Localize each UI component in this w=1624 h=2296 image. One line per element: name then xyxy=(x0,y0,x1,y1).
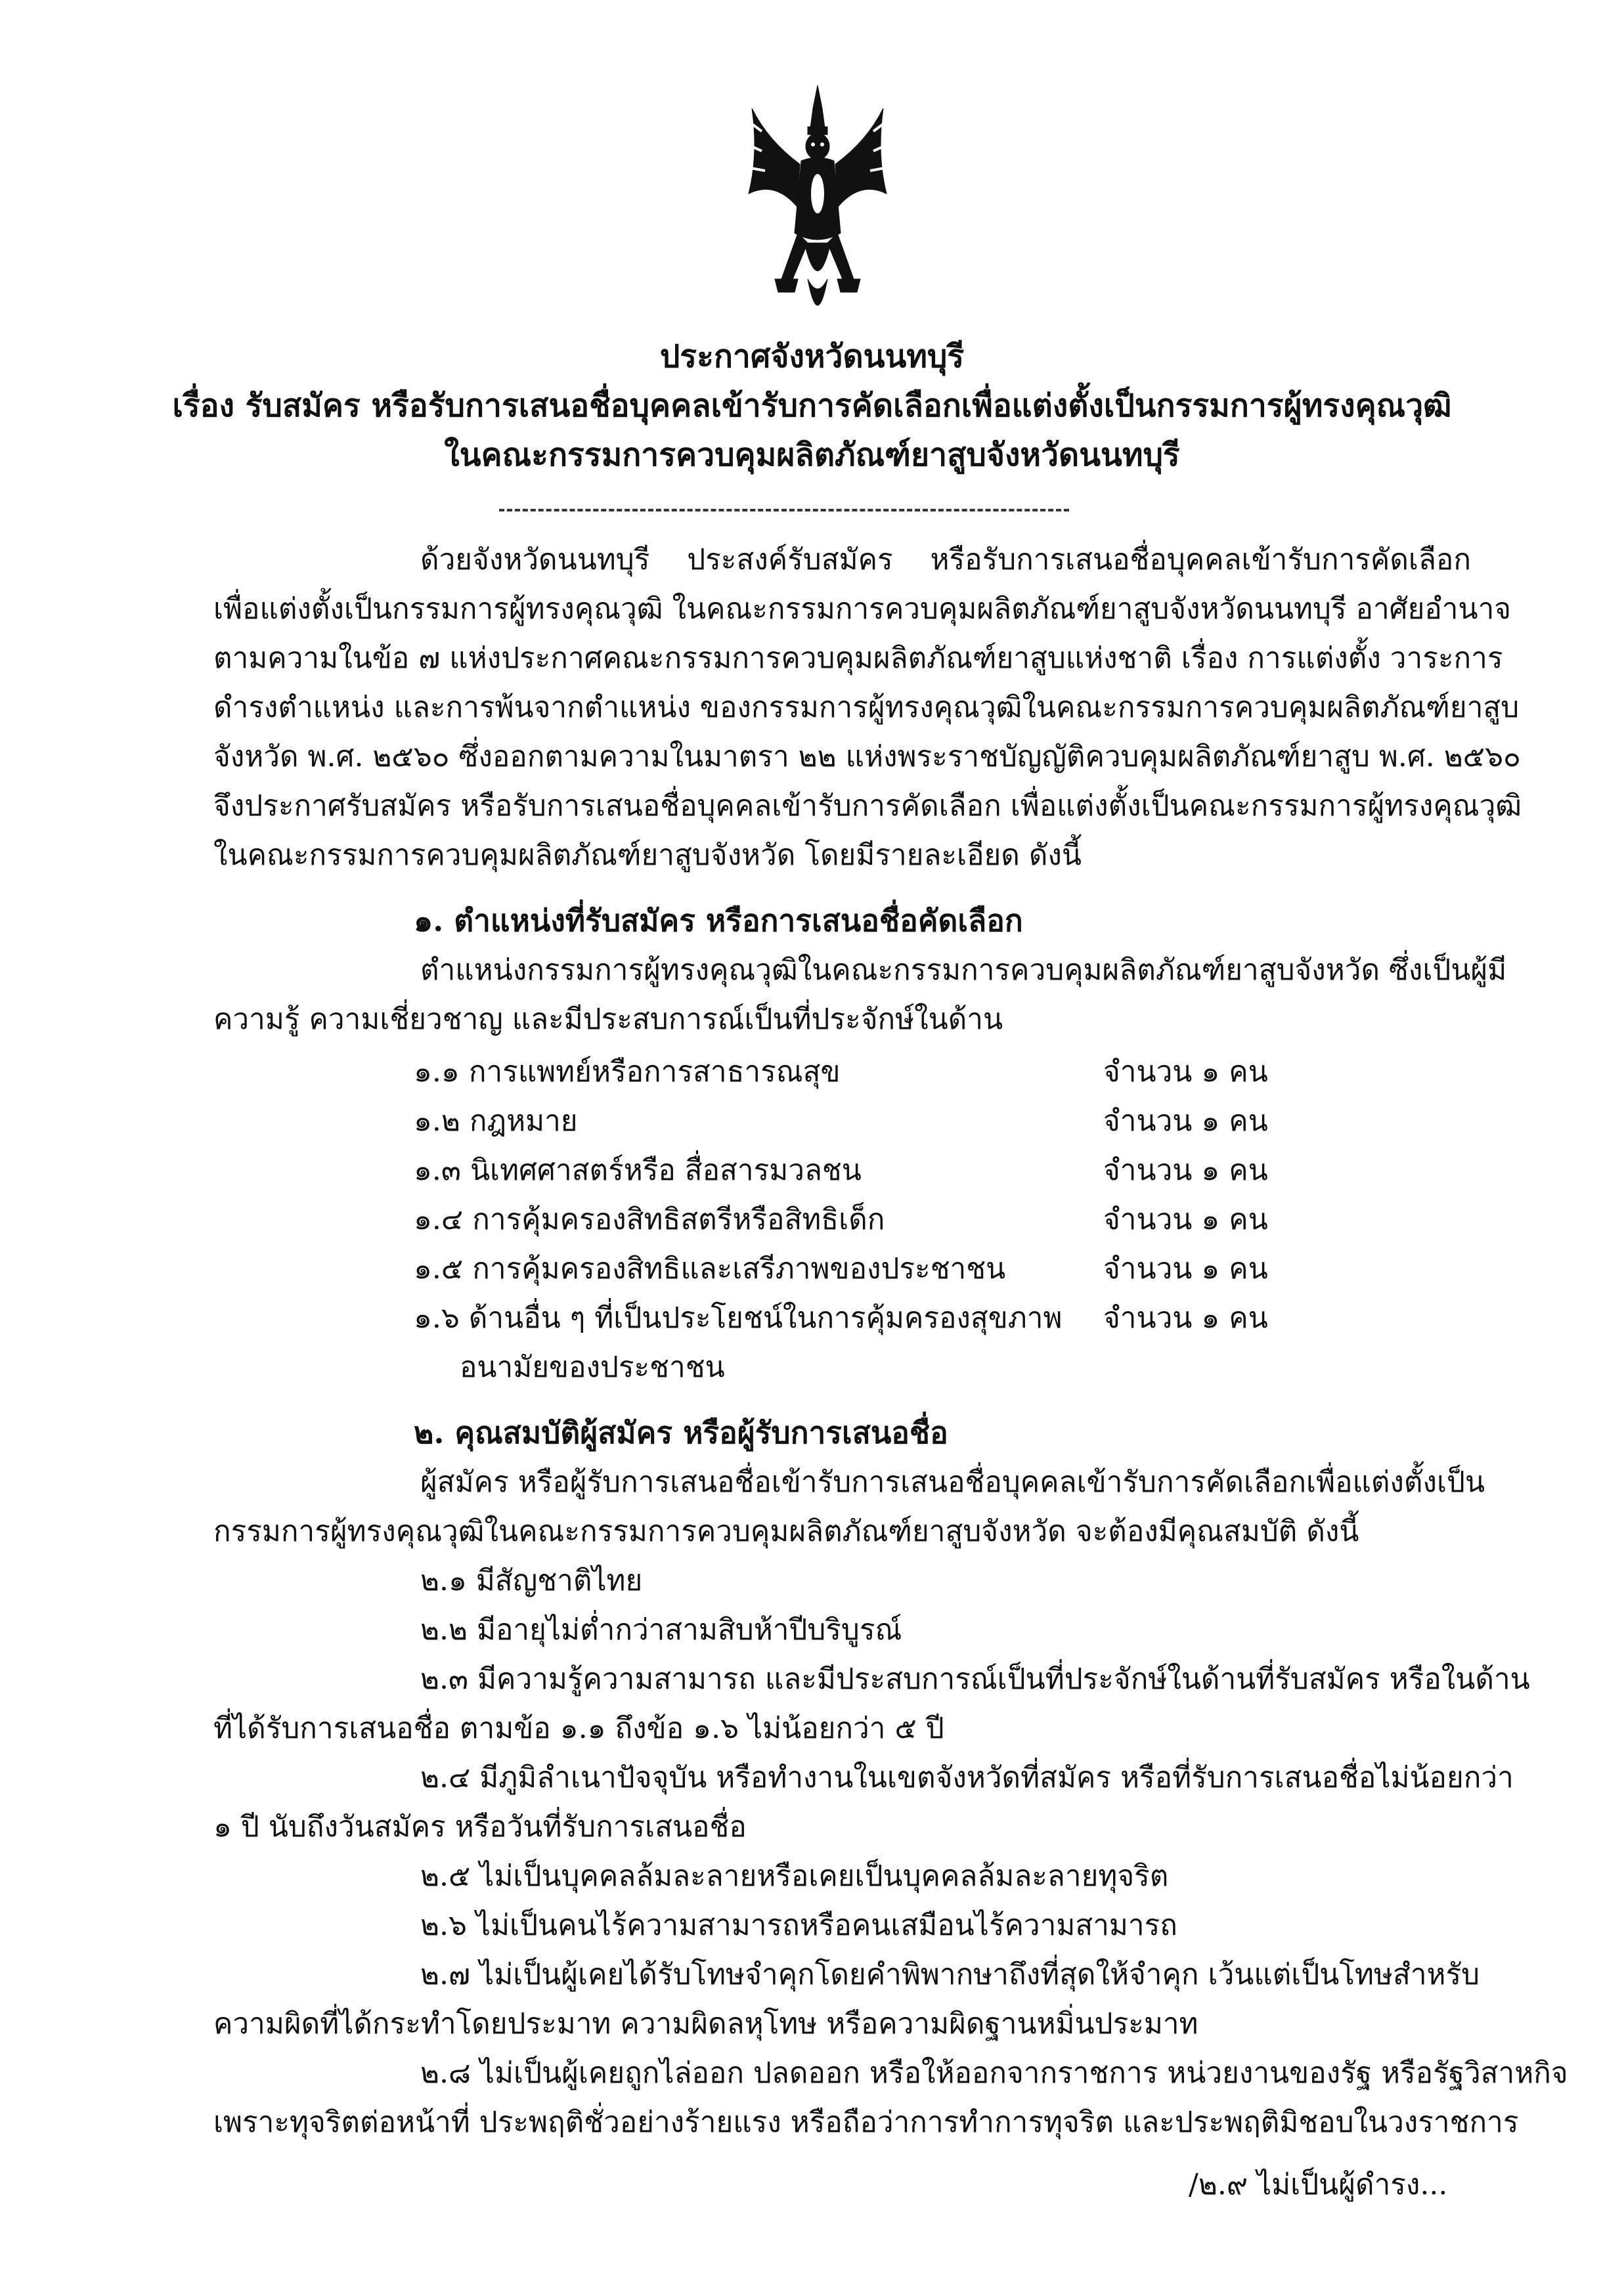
intro-line-3: ตามความในข้อ ๗ แห่งประกาศคณะกรรมการควบคุมผลิตภัณฑ์ยาสูบแห่งชาติ เรื่อง การแต่งตั้ง วาระการ xyxy=(213,641,1503,675)
section-2-desc-line-1: ผู้สมัคร หรือผู้รับการเสนอชื่อเข้ารับการเสนอชื่อบุคคลเข้ารับการคัดเลือกเพื่อแต่งตั้งเป็น xyxy=(420,1465,1485,1499)
qualification-2-6: ๒.๖ ไม่เป็นคนไร้ความสามารถหรือคนเสมือนไร้ความสามารถ xyxy=(420,1909,1177,1942)
qualification-2-5: ๒.๕ ไม่เป็นบุคคลล้มละลายหรือเคยเป็นบุคคลล้มละลายทุจริต xyxy=(420,1859,1169,1893)
qualification-2-7-line-2: ความผิดที่ได้กระทำโดยประมาท ความผิดลหุโทษ หรือความผิดฐานหมิ่นประมาท xyxy=(213,2007,1198,2041)
qualification-2-8-line-1: ๒.๘ ไม่เป็นผู้เคยถูกไล่ออก ปลดออก หรือให้ออกจากราชการ หน่วยงานของรัฐ หรือรัฐวิสาหกิจ xyxy=(420,2056,1568,2090)
position-item-6-continued: อนามัยของประชาชน xyxy=(460,1351,725,1384)
announcement-subject: เรื่อง รับสมัคร หรือรับการเสนอชื่อบุคคลเข้ารับการคัดเลือกเพื่อแต่งตั้งเป็นกรรมการผู้ทรงคุณวุฒิ xyxy=(172,387,1452,424)
continued-marker: /๒.๙ ไม่เป็นผู้ดำรง... xyxy=(1189,2168,1448,2201)
position-item-label: ๑.๔ การคุ้มครองสิทธิสตรีหรือสิทธิเด็ก xyxy=(414,1203,885,1236)
intro-line-2: เพื่อแต่งตั้งเป็นกรรมการผู้ทรงคุณวุฒิ ในคณะกรรมการควบคุมผลิตภัณฑ์ยาสูบจังหวัดนนทบุรี อาศัยอำนาจ xyxy=(213,592,1512,626)
garuda-emblem-icon xyxy=(742,82,893,332)
intro-line-5: จังหวัด พ.ศ. ๒๕๖๐ ซึ่งออกตามความในมาตรา ๒๒ แห่งพระราชบัญญัติควบคุมผลิตภัณฑ์ยาสูบ พ.ศ. ๒๕๖๐ xyxy=(213,740,1521,773)
qualification-2-3-line-2: ที่ได้รับการเสนอชื่อ ตามข้อ ๑.๑ ถึงข้อ ๑.๖ ไม่น้อยกว่า ๕ ปี xyxy=(213,1712,944,1745)
position-item-count: จำนวน ๑ คน xyxy=(1103,1055,1268,1089)
qualification-2-4-line-2: ๑ ปี นับถึงวันสมัคร หรือวันที่รับการเสนอชื่อ xyxy=(213,1810,747,1844)
qualification-2-2: ๒.๒ มีอายุไม่ต่ำกว่าสามสิบห้าปีบริบูรณ์ xyxy=(420,1613,902,1647)
announcement-subject-line2: ในคณะกรรมการควบคุมผลิตภัณฑ์ยาสูบจังหวัดนนทบุรี xyxy=(444,437,1180,473)
position-item-label: ๑.๖ ด้านอื่น ๆ ที่เป็นประโยชน์ในการคุ้มครองสุขภาพ xyxy=(414,1301,1063,1335)
intro-line-1: ด้วยจังหวัดนนทบุรี ประสงค์รับสมัคร หรือรับการเสนอชื่อบุคคลเข้ารับการคัดเลือก xyxy=(420,543,1471,576)
qualification-2-1: ๒.๑ มีสัญชาติไทย xyxy=(420,1564,643,1597)
intro-line-4: ดำรงตำแหน่ง และการพ้นจากตำแหน่ง ของกรรมการผู้ทรงคุณวุฒิในคณะกรรมการควบคุมผลิตภัณฑ์ยาสูบ xyxy=(213,691,1520,724)
position-item-count: จำนวน ๑ คน xyxy=(1103,1104,1268,1138)
position-item-count: จำนวน ๑ คน xyxy=(1103,1252,1268,1286)
position-item-count: จำนวน ๑ คน xyxy=(1103,1154,1268,1187)
section-1-desc-line-1: ตำแหน่งกรรมการผู้ทรงคุณวุฒิในคณะกรรมการควบคุมผลิตภัณฑ์ยาสูบจังหวัด ซึ่งเป็นผู้มี xyxy=(420,953,1507,987)
position-item-label: ๑.๕ การคุ้มครองสิทธิและเสรีภาพของประชาชน xyxy=(414,1252,1006,1286)
position-item-count: จำนวน ๑ คน xyxy=(1103,1301,1268,1335)
qualification-2-7-line-1: ๒.๗ ไม่เป็นผู้เคยได้รับโทษจำคุกโดยคำพิพากษาถึงที่สุดให้จำคุก เว้นแต่เป็นโทษสำหรับ xyxy=(420,1958,1480,1991)
position-item-label: ๑.๓ นิเทศศาสตร์หรือ สื่อสารมวลชน xyxy=(414,1154,862,1187)
qualification-2-4-line-1: ๒.๔ มีภูมิลำเนาปัจจุบัน หรือทำงานในเขตจังหวัดที่สมัคร หรือที่รับการเสนอชื่อไม่น้อยกว่า xyxy=(420,1761,1514,1794)
position-item-label: ๑.๒ กฎหมาย xyxy=(414,1104,578,1138)
qualification-2-8-line-2: เพราะทุจริตต่อหน้าที่ ประพฤติชั่วอย่างร้ายแรง หรือถือว่าการทำการทุจริต และประพฤติมิชอบในวงราชการ xyxy=(213,2106,1519,2139)
announcement-title: ประกาศจังหวัดนนทบุรี xyxy=(659,338,965,375)
intro-line-7: ในคณะกรรมการควบคุมผลิตภัณฑ์ยาสูบจังหวัด โดยมีรายละเอียด ดังนี้ xyxy=(213,838,1082,872)
section-2-desc-line-2: กรรมการผู้ทรงคุณวุฒิในคณะกรรมการควบคุมผลิตภัณฑ์ยาสูบจังหวัด จะต้องมีคุณสมบัติ ดังนี้ xyxy=(213,1515,1359,1548)
qualification-2-3-line-1: ๒.๓ มีความรู้ความสามารถ และมีประสบการณ์เป็นที่ประจักษ์ในด้านที่รับสมัคร หรือในด้าน xyxy=(420,1662,1530,1696)
position-item-label: ๑.๑ การแพทย์หรือการสาธารณสุข xyxy=(414,1055,841,1089)
intro-line-6: จึงประกาศรับสมัคร หรือรับการเสนอชื่อบุคคลเข้ารับการคัดเลือก เพื่อแต่งตั้งเป็นคณะกรรมการผู้ทรงคุณวุฒิ xyxy=(213,789,1522,823)
section-1-desc-line-2: ความรู้ ความเชี่ยวชาญ และมีประสบการณ์เป็นที่ประจักษ์ในด้าน xyxy=(213,1003,1003,1036)
section-2-heading: ๒. คุณสมบัติผู้สมัคร หรือผู้รับการเสนอชื่อ xyxy=(414,1415,948,1450)
title-divider xyxy=(499,509,1069,511)
section-1-heading: ๑. ตำแหน่งที่รับสมัคร หรือการเสนอชื่อคัดเลือก xyxy=(414,903,1023,938)
position-item-count: จำนวน ๑ คน xyxy=(1103,1203,1268,1236)
